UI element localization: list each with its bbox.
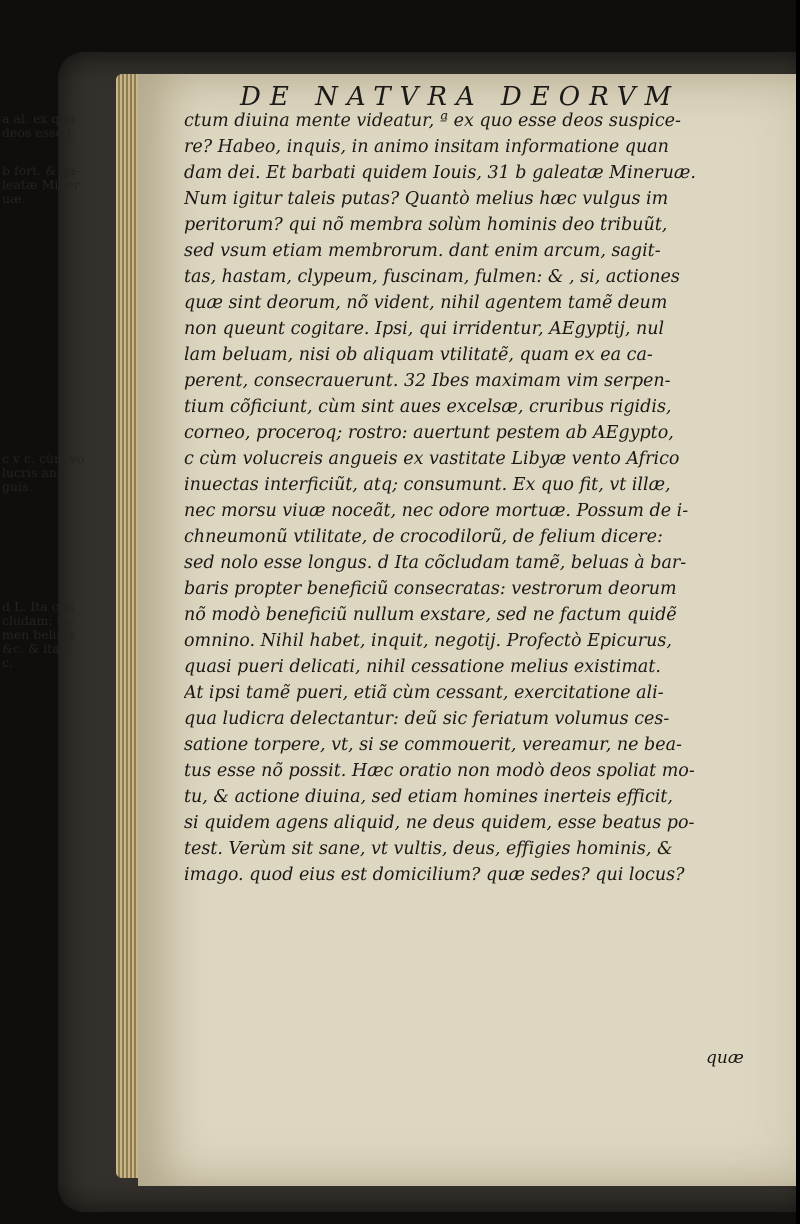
text-line: c cùm volucreis angueis ex vastitate Libyæ vento Africo — [184, 449, 680, 469]
text-line: tu, & actione diuina, sed etiam homines inerteis efficit, — [184, 787, 673, 807]
margin-note-line: uæ. — [2, 191, 26, 206]
text-line: ctum diuina mente videatur, ª ex quo esse deos suspice- — [184, 111, 681, 131]
text-line: test. Verùm sit sane, vt vultis, deus, effigies hominis, & — [184, 839, 673, 859]
margin-note-d — [2, 600, 130, 670]
margin-note-line: b fort. & ga- — [2, 163, 80, 178]
text-line: quasi pueri delicati, nihil cessatione melius existimat. — [184, 657, 661, 677]
text-line: re? Habeo, inquis, in animo insitam informatione quan — [184, 137, 669, 157]
text-line: perent, consecrauerunt. 32 Ibes maximam vim serpen- — [184, 371, 671, 391]
text-line: sed nolo esse longus. d Ita cõcludam tamẽ, beluas à bar- — [184, 553, 687, 573]
text-line: satione torpere, vt, si se commouerit, vereamur, ne bea- — [184, 735, 682, 755]
text-line: chneumonũ vtilitate, de crocodilorũ, de felium dicere: — [184, 527, 663, 547]
text-line: nõ modò beneficiũ nullum exstare, sed ne factum quidẽ — [184, 605, 677, 625]
margin-note-a — [2, 112, 130, 140]
text-line: si quidem agens aliquid, ne deus quidem, esse beatus po- — [184, 813, 695, 833]
text-line: qua ludicra delectantur: deũ sic feriatum volumus ces- — [184, 709, 670, 729]
text-line: inuectas interficiũt, atq; consumunt. Ex quo fit, vt illæ, — [184, 475, 671, 495]
text-line: tas, hastam, clypeum, fuscinam, fulmen: & , si, actiones — [184, 267, 680, 287]
margin-note-c — [2, 452, 130, 494]
text-line: sed vsum etiam membrorum. dant enim arcum, sagit- — [184, 241, 661, 261]
margin-note-line: deos esse f. — [2, 125, 76, 140]
text-line: dam dei. Et barbati quidem Iouis, 31 b galeatæ Mineruæ. — [184, 163, 696, 183]
text-line: nec morsu viuæ noceãt, nec odore mortuæ. Possum de i- — [184, 501, 689, 521]
margin-note-line: c, — [2, 655, 13, 670]
text-line: tus esse nõ possit. Hæc oratio non modò deos spoliat mo- — [184, 761, 695, 781]
text-line: imago. quod eius est domicilium? quæ sedes? qui locus? — [184, 865, 685, 885]
text-line: baris propter beneficiũ consecratas: vestrorum deorum — [184, 579, 677, 599]
text-line: lam beluam, nisi ob aliquam vtilitatẽ, quam ex ea ca- — [184, 345, 653, 365]
margin-note-line: men beluas — [2, 627, 75, 642]
running-title: DE NATVRA DEORVM — [240, 82, 681, 112]
margin-note-line: cludam: ta- — [2, 613, 74, 628]
text-line: tium cõficiunt, cùm sint aues excelsæ, cruribus rigidis, — [184, 397, 672, 417]
main-text-block — [184, 108, 790, 888]
margin-note-line: guis. — [2, 479, 33, 494]
margin-note-line: a al. ex quo — [2, 111, 75, 126]
text-line: Num igitur taleis putas? Quantò melius hæc vulgus im — [184, 189, 669, 209]
text-line: peritorum? qui nõ membra solùm hominis deo tribuũt, — [184, 215, 668, 235]
margin-note-line: lucris an- — [2, 465, 62, 480]
catchword: quæ — [706, 1048, 744, 1068]
text-line: At ipsi tamẽ pueri, etiã cùm cessant, exercitatione ali- — [184, 683, 664, 703]
text-line: corneo, proceroq; rostro: auertunt pestem ab AEgypto, — [184, 423, 674, 443]
margin-note-line: &c. & ita v. — [2, 641, 74, 656]
text-line: non queunt cogitare. Ipsi, qui irridentur, AEgyptij, nul — [184, 319, 665, 339]
scan-edge — [796, 0, 800, 1224]
margin-note-line: leatæ Miner — [2, 177, 80, 192]
margin-note-b — [2, 164, 130, 206]
margin-note-line: d L. Ita con — [2, 599, 75, 614]
margin-note-line: c v c. cùm vo — [2, 451, 85, 466]
text-line: omnino. Nihil habet, inquit, negotij. Profectò Epicurus, — [184, 631, 672, 651]
text-line: quæ sint deorum, nõ vident, nihil agentem tamẽ deum — [184, 293, 668, 313]
